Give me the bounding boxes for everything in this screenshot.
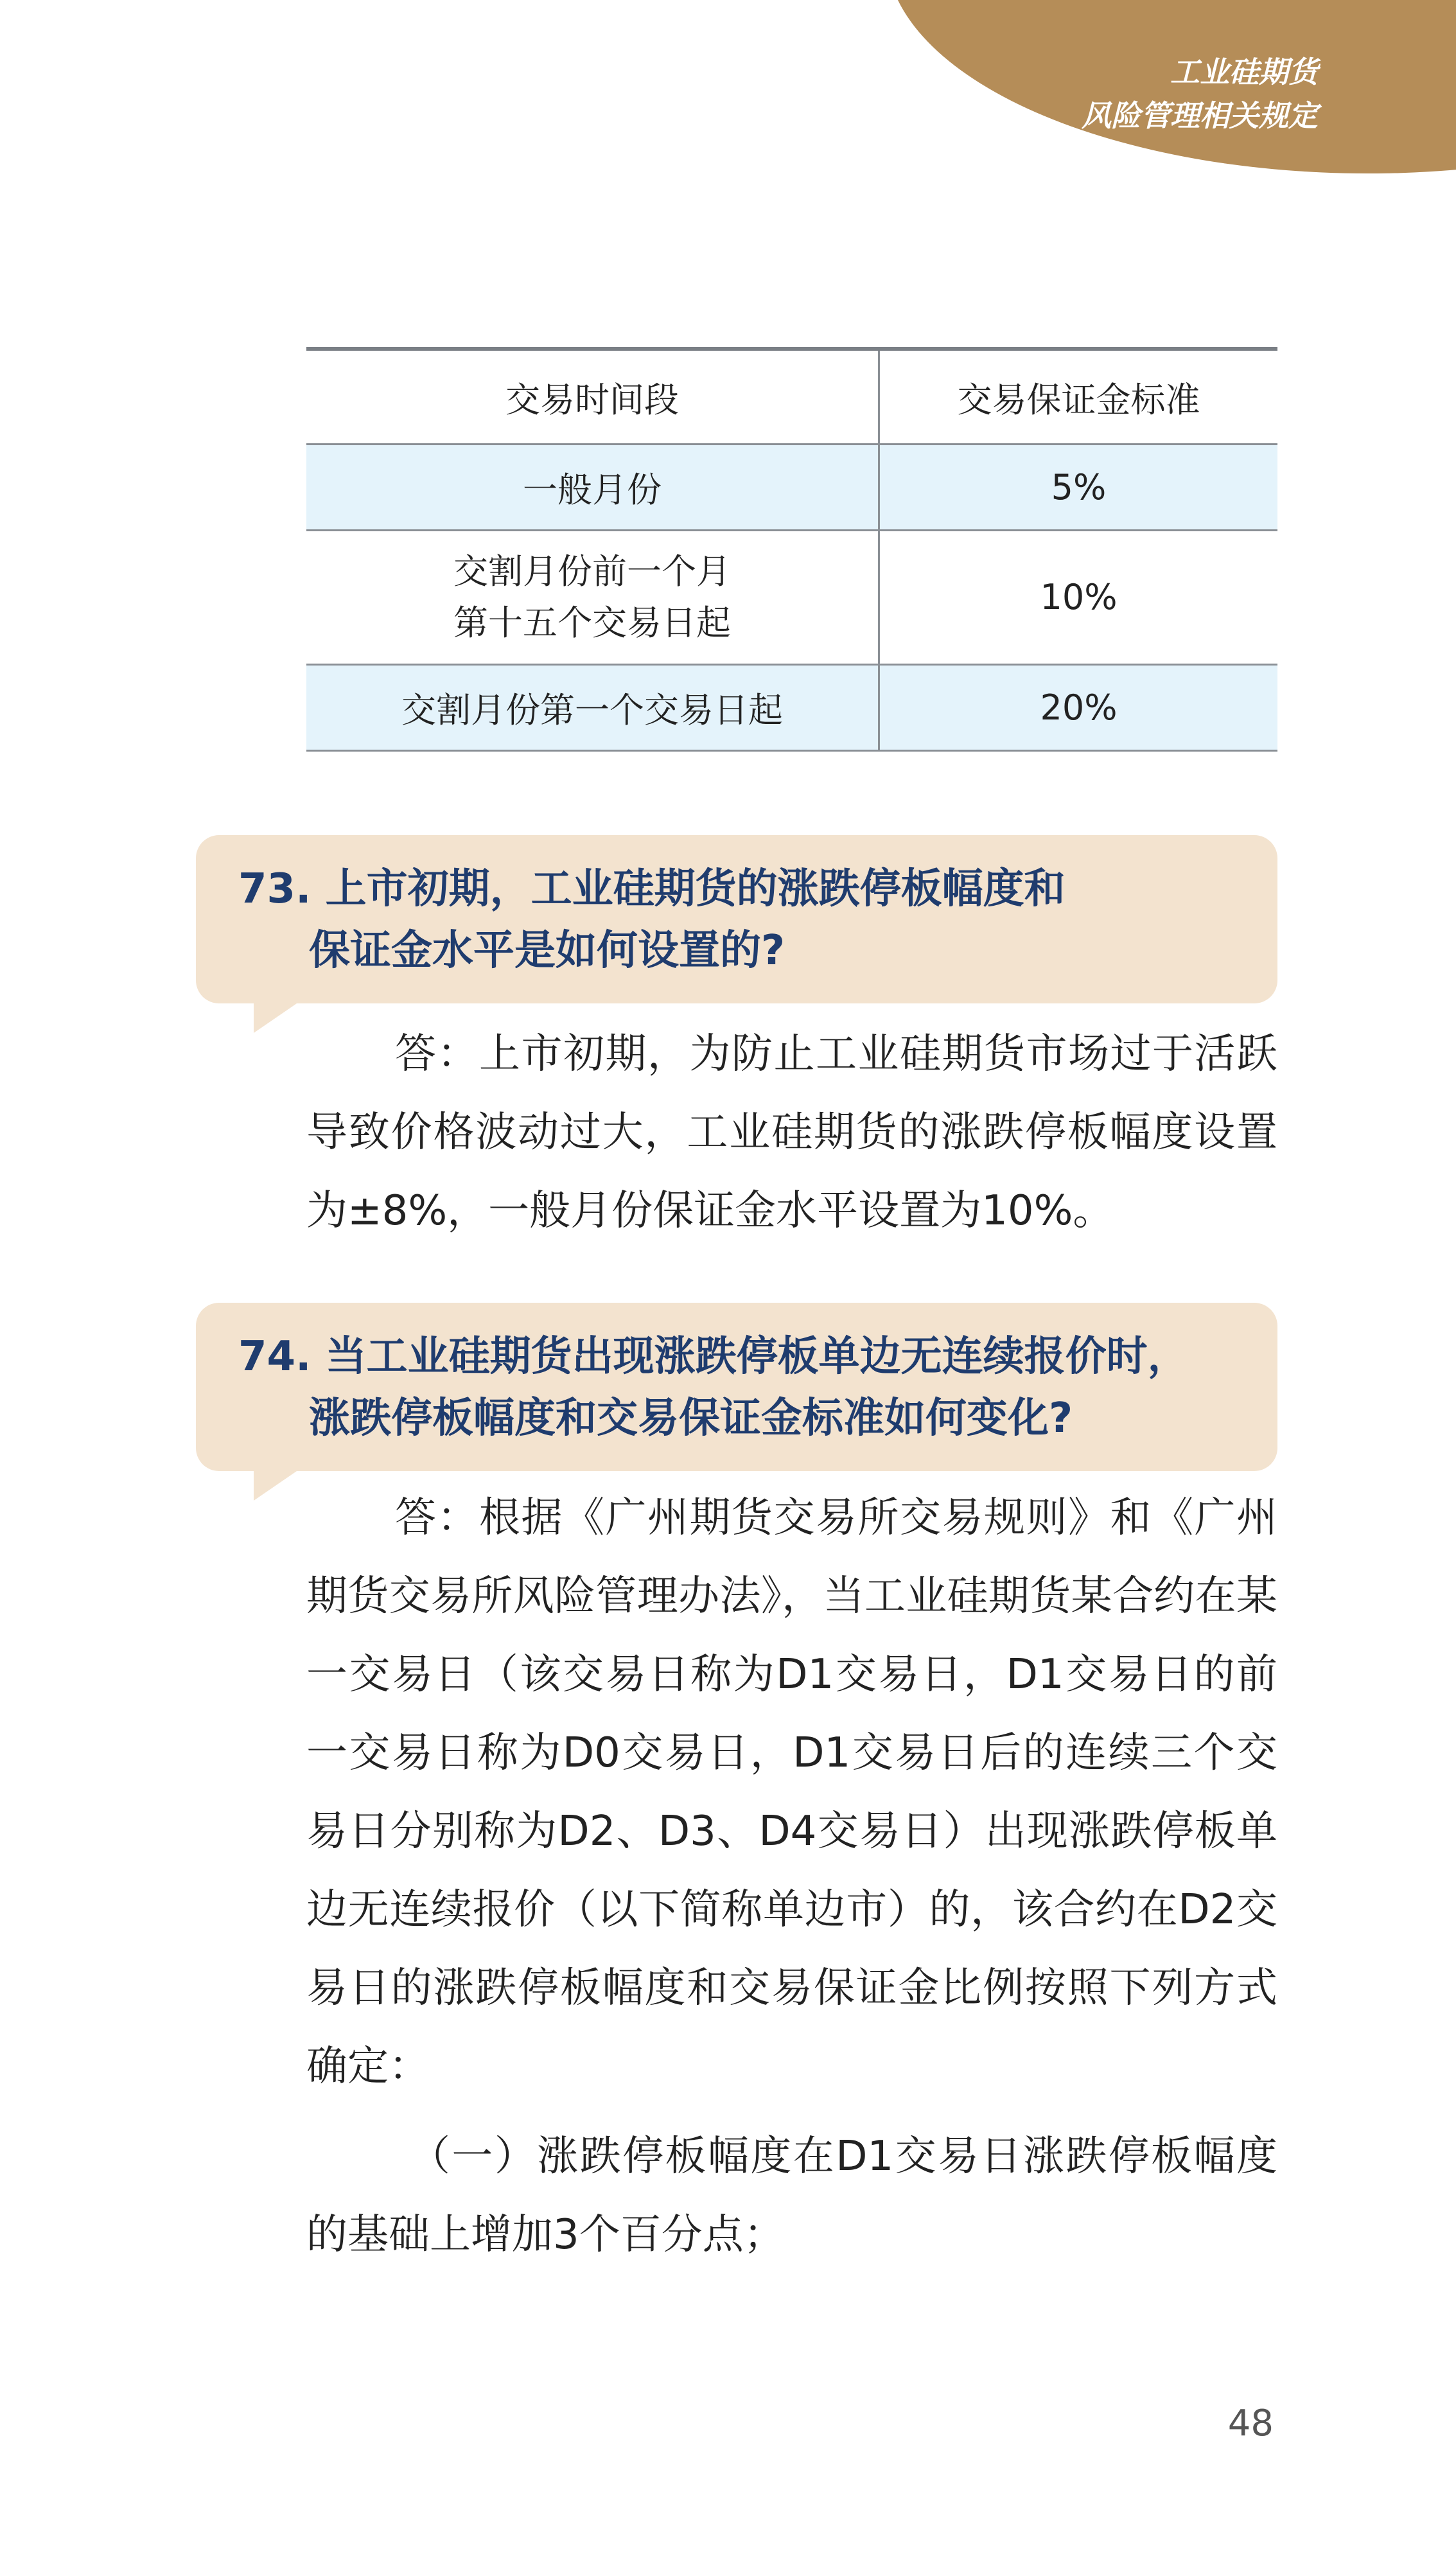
question-73-box	[196, 835, 1277, 1003]
answer-73	[306, 1015, 1277, 1250]
running-header-line1: 工业硅期货	[1170, 55, 1318, 89]
table-header-margin: 交易保证金标准	[879, 349, 1278, 445]
table-header-row	[306, 349, 1277, 445]
table-cell-period: 一般月份	[306, 445, 879, 531]
table-header-period: 交易时间段	[306, 349, 879, 445]
running-header-line2: 风险管理相关规定	[1082, 98, 1318, 133]
table-cell-period: 交割月份前一个月 第十五个交易日起	[306, 531, 879, 665]
table-cell-margin: 10%	[879, 531, 1278, 665]
table-row	[306, 445, 1277, 531]
table-cell-margin: 5%	[879, 445, 1278, 531]
question-74-box	[196, 1303, 1277, 1471]
running-header	[1082, 50, 1318, 137]
answer-73-text: 答：上市初期，为防止工业硅期货市场过于活跃导致价格波动过大，工业硅期货的涨跌停板幅度设置为±8%，一般月份保证金水平设置为10%。	[306, 1030, 1277, 1235]
question-73-title: 73. 上市初期，工业硅期货的涨跌停板幅度和 保证金水平是如何设置的?	[238, 865, 1066, 975]
page-number: 48	[1227, 2403, 1274, 2444]
answer-74-item-1: （一）涨跌停板幅度在D1交易日涨跌停板幅度的基础上增加3个百分点；	[306, 2133, 1277, 2259]
table-row	[306, 531, 1277, 665]
answer-74-text: 答：根据《广州期货交易所交易规则》和《广州期货交易所风险管理办法》，当工业硅期货某合约在某一交易日（该交易日称为D1交易日，D1交易日的前一交易日称为D0交易日，D1交易日后的连续三个交易日分别称为D2、D3、D4交易日）出现涨跌停板单边无连续报价（以下简称单边市）的，该合约在D2交易日的涨跌停板幅度和交易保证金比例按照下列方式确定：	[306, 1494, 1277, 2090]
table-cell-period: 交割月份第一个交易日起	[306, 665, 879, 751]
question-74-title: 74. 当工业硅期货出现涨跌停板单边无连续报价时， 涨跌停板幅度和交易保证金标准如何变化?	[238, 1333, 1189, 1442]
answer-74	[306, 1479, 1277, 2274]
table-row	[306, 665, 1277, 751]
margin-standard-table	[306, 347, 1277, 752]
table-cell-margin: 20%	[879, 665, 1278, 751]
